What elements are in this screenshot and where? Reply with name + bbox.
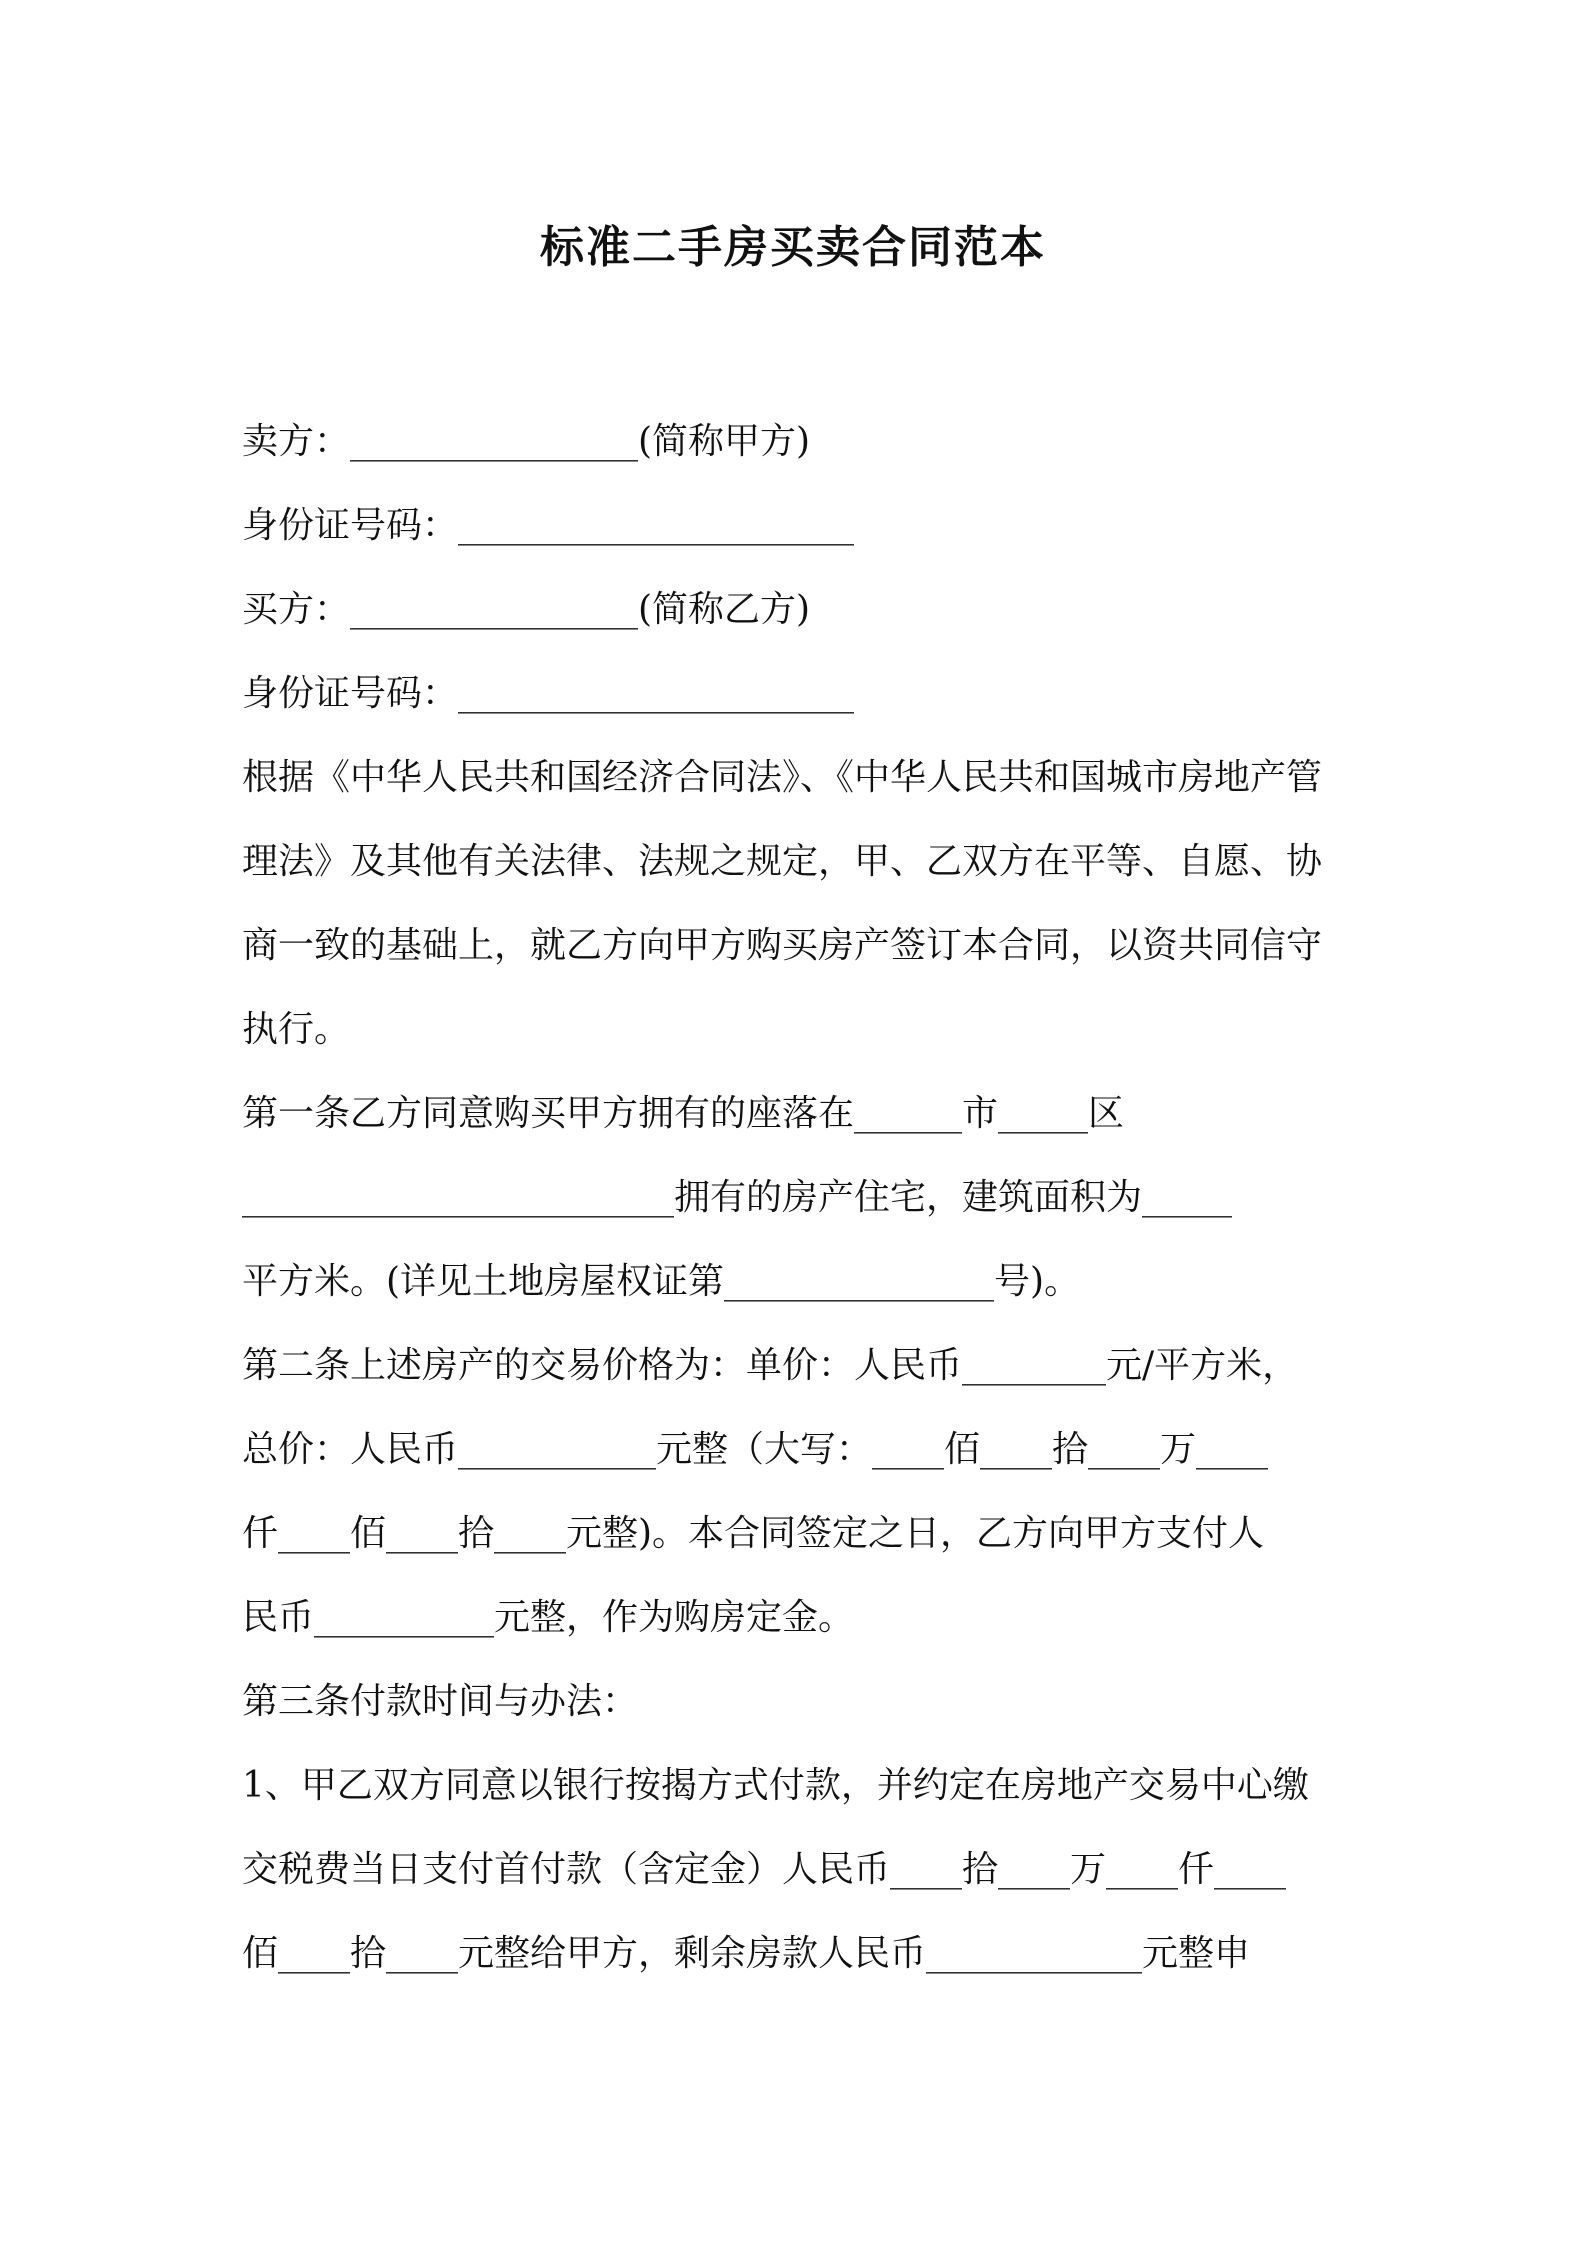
article-2-line-4: 民币__________元整，作为购房定金。 [242, 1597, 855, 1638]
preamble-line-3: 商一致的基础上，就乙方向甲方购买房产签订本合同，以资共同信守 [242, 925, 1323, 966]
article-1-line-3: 平方米。(详见土地房屋权证第_______________号)。 [242, 1261, 1081, 1302]
article-2-line-2: 总价：人民币___________元整（大写：____佰____拾____万____ [242, 1429, 1269, 1470]
preamble-line-4: 执行。 [242, 1009, 351, 1050]
article-2-line-1: 第二条上述房产的交易价格为：单价：人民币________元/平方米， [242, 1345, 1299, 1386]
preamble-line-2: 理法》及其他有关法律、法规之规定，甲、乙双方在平等、自愿、协 [242, 841, 1323, 882]
article-1-line-1: 第一条乙方同意购买甲方拥有的座落在______市_____区 [242, 1093, 1125, 1134]
seller-id-line: 身份证号码：______________________ [242, 505, 855, 546]
article-1-line-2: ________________________拥有的房产住宅，建筑面积为_____ [242, 1177, 1233, 1218]
buyer-id-line: 身份证号码：______________________ [242, 673, 855, 714]
document-body [242, 400, 1360, 1996]
seller-line: 卖方：________________(简称甲方) [242, 421, 811, 462]
buyer-line: 买方：________________(简称乙方) [242, 589, 811, 630]
article-3-heading: 第三条付款时间与办法： [242, 1681, 639, 1722]
article-2-line-3: 仟____佰____拾____元整)。本合同签定之日，乙方向甲方支付人 [242, 1513, 1265, 1554]
article-3-item-1-line-1: 1、甲乙双方同意以银行按揭方式付款，并约定在房地产交易中心缴 [242, 1765, 1309, 1806]
article-3-item-1-line-3: 佰____拾____元整给甲方，剩余房款人民币____________元整申 [242, 1933, 1251, 1974]
document-title: 标准二手房买卖合同范本 [540, 222, 1046, 273]
preamble-line-1: 根据《中华人民共和国经济合同法》、《中华人民共和国城市房地产管 [242, 757, 1323, 798]
article-3-item-1-line-2: 交税费当日支付首付款（含定金）人民币____拾____万____仟____ [242, 1849, 1287, 1890]
